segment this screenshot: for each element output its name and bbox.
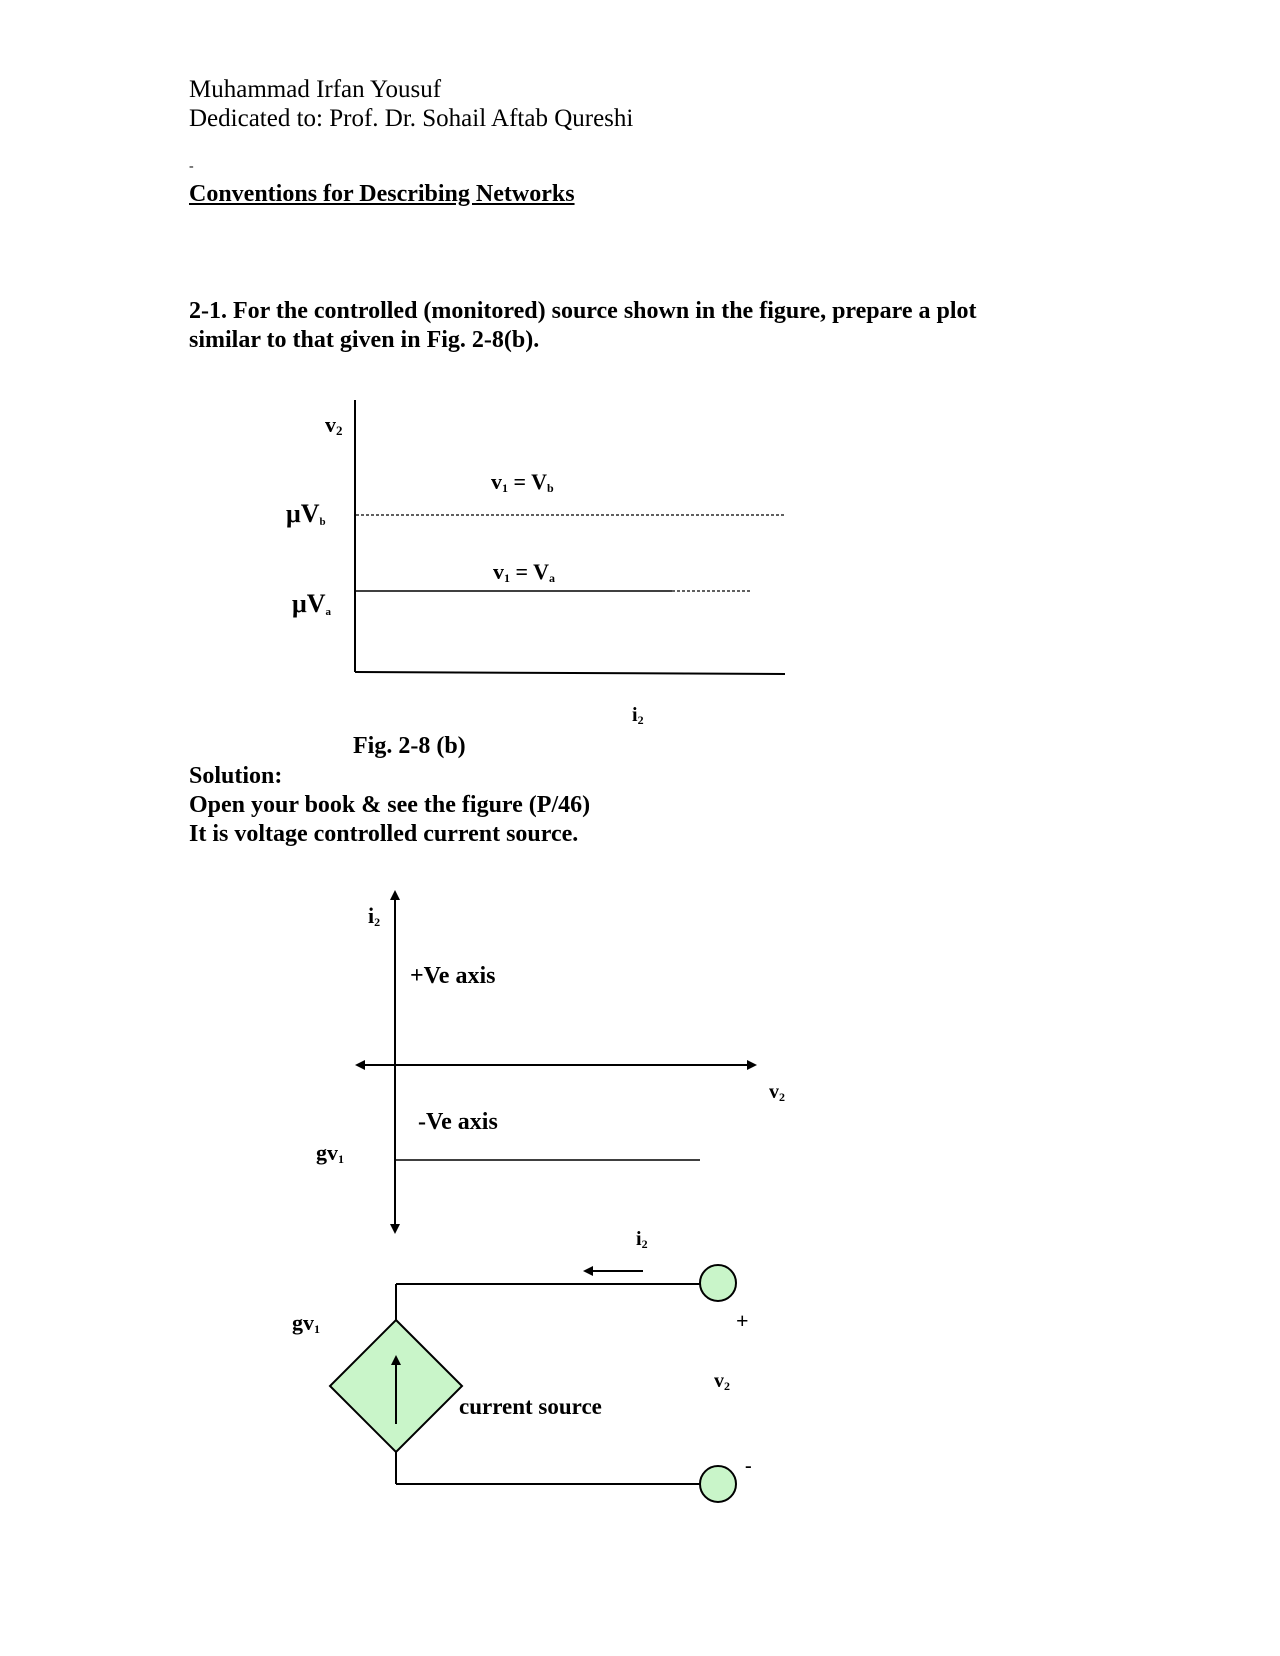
fig1-x-axis-label: i2 <box>632 704 644 727</box>
circuit-source-name: current source <box>459 1394 602 1419</box>
fig2-y-axis-label: i2 <box>368 903 381 929</box>
fig2-level-label: gv1 <box>316 1140 344 1166</box>
fig2-positive-label: +Ve axis <box>410 963 496 989</box>
circuit-plus-label: + <box>736 1308 749 1333</box>
fig2-x-axis-label: v2 <box>769 1081 785 1104</box>
fig1-y-axis-label: v2 <box>325 412 343 438</box>
fig2-negative-label: -Ve axis <box>418 1109 498 1135</box>
circuit-current-label: i2 <box>636 1228 648 1251</box>
fig1-curve-b-label: v1 = Vb <box>491 469 554 495</box>
terminal-positive <box>700 1265 736 1301</box>
problem-line-1: 2-1. For the controlled (monitored) source shown in the figure, prepare a plot <box>189 298 977 324</box>
fig1-level-a-label: μVa <box>292 589 332 618</box>
section-heading: Conventions for Describing Networks <box>189 181 575 207</box>
terminal-negative <box>700 1466 736 1502</box>
fig1-level-b-label: μVb <box>286 499 326 528</box>
fig1-curve-a-label: v1 = Va <box>493 559 556 585</box>
circuit-minus-label: - <box>745 1455 752 1477</box>
problem-line-2: similar to that given in Fig. 2-8(b). <box>189 327 540 353</box>
solution-title: Solution: <box>189 763 283 789</box>
circuit-voltage-label: v2 <box>714 1370 730 1393</box>
dedication-line: Dedicated to: Prof. Dr. Sohail Aftab Qureshi <box>189 105 634 132</box>
solution-line-2: It is voltage controlled current source. <box>189 821 579 847</box>
circuit-source-value-label: gv1 <box>292 1310 320 1336</box>
solution-line-1: Open your book & see the figure (P/46) <box>189 792 591 818</box>
figure-caption: Fig. 2-8 (b) <box>353 733 466 759</box>
author-name: Muhammad Irfan Yousuf <box>189 76 442 103</box>
dash-mark: - <box>189 159 194 174</box>
